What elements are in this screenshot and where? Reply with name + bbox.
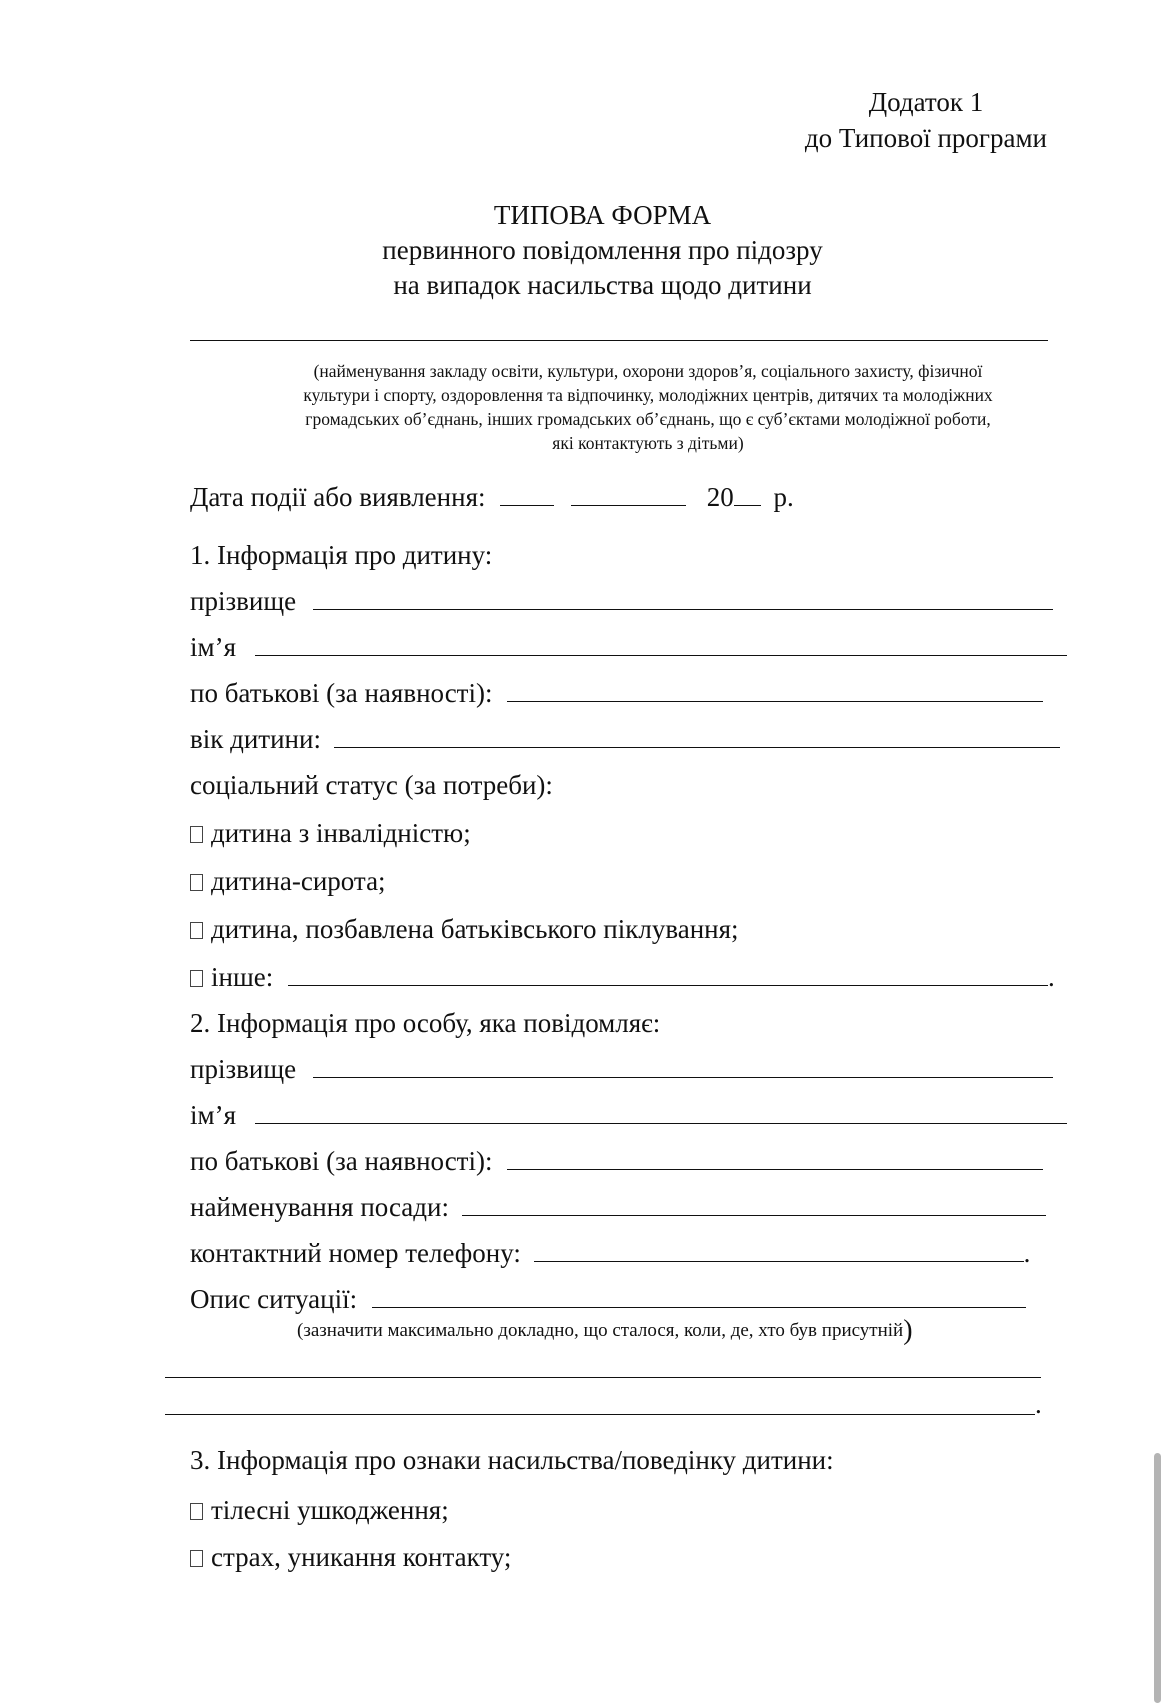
reporter-patronymic-row <box>190 1144 1043 1178</box>
situation-description-field[interactable] <box>372 1283 1026 1308</box>
child-surname-label: прізвище <box>190 586 297 616</box>
annex-number: Додаток 1 <box>868 87 984 117</box>
institution-note-line-3: громадських об’єднань, інших громадських об’єднань, що є суб’єктами молодіжної роботи, <box>305 409 991 429</box>
reporter-position-row <box>190 1190 1046 1224</box>
checkbox-injuries[interactable] <box>190 1503 203 1520</box>
reporter-surname-label: прізвище <box>190 1054 297 1084</box>
status-option-no-parental-care[interactable] <box>190 912 739 946</box>
reporter-position-label: найменування посади: <box>190 1192 449 1222</box>
option-injuries-label: тілесні ушкодження; <box>211 1495 449 1525</box>
child-name-field[interactable] <box>255 631 1067 656</box>
child-patronymic-label: по батькові (за наявності): <box>190 678 493 708</box>
reporter-surname-field[interactable] <box>313 1053 1053 1078</box>
child-name-row <box>190 630 1067 664</box>
option-disability-label: дитина з інвалідністю; <box>211 818 471 848</box>
description-continuation-line-2[interactable] <box>165 1414 1035 1415</box>
status-option-disability[interactable] <box>190 816 471 850</box>
checkbox-no-parental-care[interactable] <box>190 922 203 939</box>
situation-description-note <box>297 1315 913 1346</box>
child-patronymic-field[interactable] <box>507 677 1043 702</box>
child-surname-field[interactable] <box>313 585 1053 610</box>
child-surname-row <box>190 584 1053 618</box>
option-other-label: інше: <box>211 962 274 992</box>
description-note-close: ) <box>903 1315 913 1346</box>
checkbox-other[interactable] <box>190 970 203 987</box>
section1-heading: 1. Інформація про дитину: <box>190 540 493 570</box>
institution-name-field[interactable] <box>190 340 1048 341</box>
social-status-label: соціальний статус (за потреби): <box>190 770 553 800</box>
date-year-prefix: 20 <box>706 482 734 512</box>
event-date-row <box>190 480 794 514</box>
reporter-surname-row <box>190 1052 1053 1086</box>
section2-heading: 2. Інформація про особу, яка повідомляє: <box>190 1008 661 1038</box>
institution-note-line-4: які контактують з дітьми) <box>552 433 744 453</box>
institution-note-line-1: (найменування закладу освіти, культури, охорони здоров’я, соціального захисту, фізичної <box>313 361 983 381</box>
status-option-other[interactable]: інше: . <box>190 960 1055 994</box>
annex-header <box>805 84 1047 156</box>
reporter-position-field[interactable] <box>462 1191 1046 1216</box>
situation-description-row <box>190 1282 1026 1316</box>
reporter-name-label: ім’я <box>190 1100 236 1130</box>
sign-option-fear[interactable] <box>190 1540 511 1574</box>
sign-option-injuries[interactable] <box>190 1493 449 1527</box>
date-year-field[interactable] <box>734 481 761 506</box>
child-age-label: вік дитини: <box>190 724 321 754</box>
option-no-parental-care-label: дитина, позбавлена батьківського піклування; <box>211 914 739 944</box>
checkbox-disability[interactable] <box>190 826 203 843</box>
description-continuation-line-1[interactable] <box>165 1377 1041 1378</box>
institution-note <box>220 359 1076 455</box>
section3-heading: 3. Інформація про ознаки насильства/поведінку дитини: <box>190 1445 834 1475</box>
date-month-field[interactable] <box>571 481 686 506</box>
event-date-label: Дата події або виявлення: <box>190 482 486 512</box>
reporter-patronymic-field[interactable] <box>507 1145 1043 1170</box>
vertical-scrollbar[interactable] <box>1154 1453 1161 1703</box>
date-day-field[interactable] <box>500 481 554 506</box>
option-orphan-label: дитина-сирота; <box>211 866 386 896</box>
situation-description-label: Опис ситуації: <box>190 1284 358 1314</box>
title-line-2: первинного повідомлення про підозру <box>382 235 823 265</box>
reporter-patronymic-label: по батькові (за наявності): <box>190 1146 493 1176</box>
checkbox-orphan[interactable] <box>190 874 203 891</box>
option-fear-label: страх, уникання контакту; <box>211 1542 512 1572</box>
annex-reference: до Типової програми <box>804 123 1047 153</box>
form-title <box>0 198 1170 303</box>
description-end-dot: . <box>1035 1389 1042 1419</box>
child-patronymic-row <box>190 676 1043 710</box>
reporter-phone-field[interactable] <box>534 1237 1024 1262</box>
reporter-phone-row: контактний номер телефону: . <box>190 1238 1031 1268</box>
reporter-name-row <box>190 1098 1067 1132</box>
checkbox-fear[interactable] <box>190 1550 203 1567</box>
title-line-1: ТИПОВА ФОРМА <box>493 200 712 230</box>
child-age-field[interactable] <box>334 723 1060 748</box>
description-note-text: (зазначити максимально докладно, що сталося, коли, де, хто був присутній <box>297 1320 904 1341</box>
reporter-name-field[interactable] <box>255 1099 1067 1124</box>
institution-note-line-2: культури і спорту, оздоровлення та відпочинку, молодіжних центрів, дитячих та молодіжних <box>303 385 993 405</box>
other-status-field[interactable] <box>288 961 1048 986</box>
title-line-3: на випадок насильства щодо дитини <box>393 270 812 300</box>
date-year-suffix: р. <box>773 482 794 512</box>
child-name-label: ім’я <box>190 632 236 662</box>
status-option-orphan[interactable] <box>190 864 386 898</box>
child-age-row <box>190 722 1060 756</box>
reporter-phone-label: контактний номер телефону: <box>190 1238 521 1268</box>
